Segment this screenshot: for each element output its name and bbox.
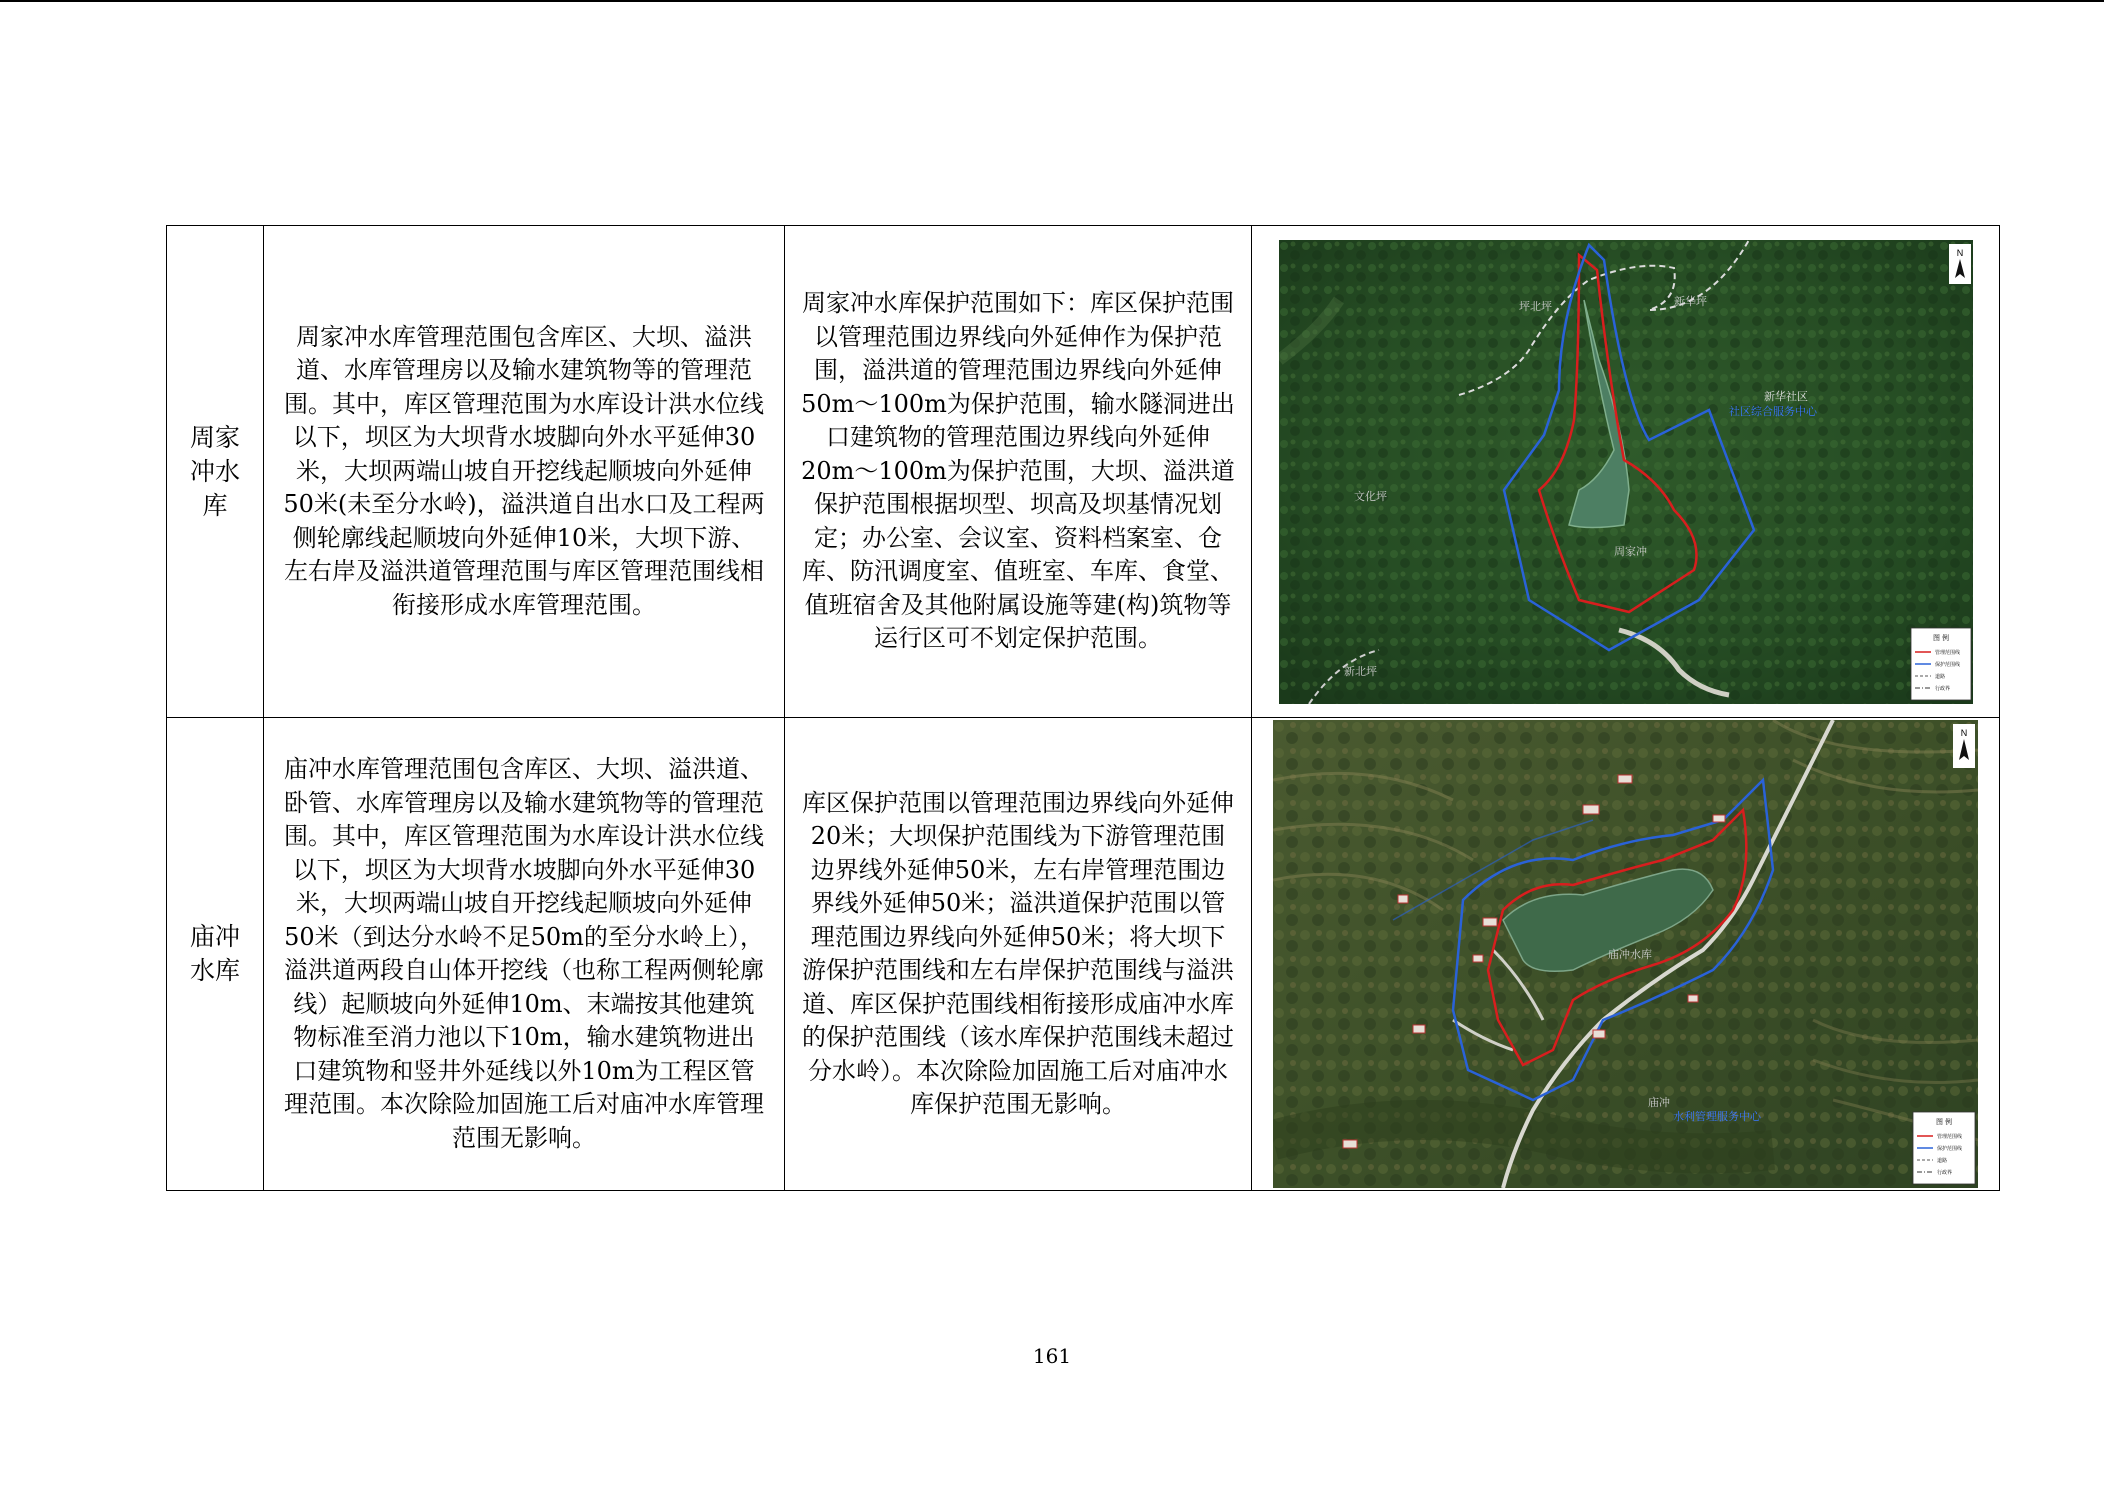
svg-text:管理范围线: 管理范围线 bbox=[1934, 649, 1960, 656]
protection-scope-text: 库区保护范围以管理范围边界线向外延伸20米；大坝保护范围线为下游管理范围边界线外延伸50米，左右岸管理范围边界线外延伸50米；溢洪道保护范围以管理范围边界线向外延伸50米；将大坝下游保护范围线和左右岸保护范围线与溢洪道、库区保护范围线相衔接形成庙冲水库的保护范围线（该水库保护范围线未超过分水岭）。本次除险加固施工后对庙冲水库保护范围无影响。 bbox=[802, 788, 1234, 1118]
map-label: 新华坪 bbox=[1673, 295, 1707, 308]
map-legend bbox=[1913, 1112, 1975, 1184]
svg-text:图 例: 图 例 bbox=[1936, 1119, 1952, 1126]
satellite-map bbox=[1279, 240, 1973, 704]
svg-text:N: N bbox=[1960, 728, 1968, 738]
table-row bbox=[167, 226, 2000, 718]
management-scope-text: 庙冲水库管理范围包含库区、大坝、溢洪道、卧管、水库管理房以及输水建筑物等的管理范围。其中，库区管理范围为水库设计洪水位线以下，坝区为大坝背水坡脚向外水平延伸30米，大坝两端山坡自开挖线起顺坡向外延伸50米（到达分水岭不足50m的至分水岭上），溢洪道两段自山体开挖线（也称工程两侧轮廓线）起顺坡向外延伸10m、末端按其他建筑物标准至消力池以下10m，输水建筑物进出口建筑物和竖井外延线以外10m为工程区管理范围。本次除险加固施工后对庙冲水库管理范围无影响。 bbox=[284, 755, 764, 1152]
table-row bbox=[167, 718, 2000, 1191]
page-number: 161 bbox=[1032, 1344, 1072, 1368]
map-label: 庙冲 bbox=[1648, 1097, 1670, 1109]
map-legend bbox=[1911, 628, 1971, 700]
svg-text:道路: 道路 bbox=[1937, 1158, 1948, 1164]
map-label: 社区综合服务中心 bbox=[1728, 405, 1817, 418]
map-label: 坪北坪 bbox=[1518, 300, 1552, 313]
protection-scope-text: 周家冲水库保护范围如下：库区保护范围以管理范围边界线向外延伸作为保护范围，溢洪道的管理范围边界线向外延伸50m～100m为保护范围，输水隧洞进出口建筑物的管理范围边界线向外延伸20m～100m为保护范围，大坝、溢洪道保护范围根据坝型、坝高及坝基情况划定；办公室、会议室、资料档案室、仓库、防汛调度室、值班室、车库、食堂、值班宿舍及其他附属设施等建(构)筑物等运行区可不划定保护范围。 bbox=[801, 289, 1235, 653]
map-label: 庙冲水库 bbox=[1608, 949, 1652, 961]
svg-text:行政界: 行政界 bbox=[1934, 685, 1950, 692]
svg-text:管理范围线: 管理范围线 bbox=[1937, 1134, 1963, 1140]
svg-text:图 例: 图 例 bbox=[1932, 634, 1949, 642]
protection-scope-cell bbox=[785, 718, 1252, 1191]
svg-text:行政界: 行政界 bbox=[1937, 1170, 1953, 1176]
reservoir-table bbox=[166, 225, 2000, 1191]
management-scope-cell bbox=[264, 718, 785, 1191]
map-label: 新北坪 bbox=[1343, 665, 1377, 678]
reservoir-name-cell bbox=[167, 718, 264, 1191]
svg-text:道路: 道路 bbox=[1934, 673, 1945, 680]
map-cell bbox=[1252, 226, 2000, 718]
map-cell bbox=[1252, 718, 2000, 1191]
svg-text:N: N bbox=[1956, 247, 1963, 258]
map-label: 新华社区 bbox=[1763, 390, 1808, 403]
management-scope-text: 周家冲水库管理范围包含库区、大坝、溢洪道、水库管理房以及输水建筑物等的管理范围。其中，库区管理范围为水库设计洪水位线以下，坝区为大坝背水坡脚向外水平延伸30米，大坝两端山坡自开挖线起顺坡向外延伸50米(未至分水岭)，溢洪道自出水口及工程两侧轮廓线起顺坡向外延伸10米，大坝下游、左右岸及溢洪道管理范围与库区管理范围线相衔接形成水库管理范围。 bbox=[283, 322, 765, 619]
management-scope-cell bbox=[264, 226, 785, 718]
reservoir-name: 周家 冲水 库 bbox=[189, 422, 240, 520]
svg-text:保护范围线: 保护范围线 bbox=[1934, 661, 1960, 668]
north-arrow-icon bbox=[1953, 724, 1975, 768]
satellite-map bbox=[1273, 720, 1978, 1188]
svg-text:保护范围线: 保护范围线 bbox=[1937, 1146, 1963, 1152]
reservoir-name: 庙冲 水库 bbox=[189, 922, 240, 985]
map-label: 文化坪 bbox=[1353, 490, 1387, 503]
north-arrow-icon bbox=[1949, 244, 1971, 284]
reservoir-name-cell bbox=[167, 226, 264, 718]
map-label: 周家冲 bbox=[1613, 545, 1647, 558]
map-label: 水利管理服务中心 bbox=[1673, 1111, 1761, 1123]
top-border bbox=[0, 0, 2104, 2]
protection-scope-cell bbox=[785, 226, 1252, 718]
